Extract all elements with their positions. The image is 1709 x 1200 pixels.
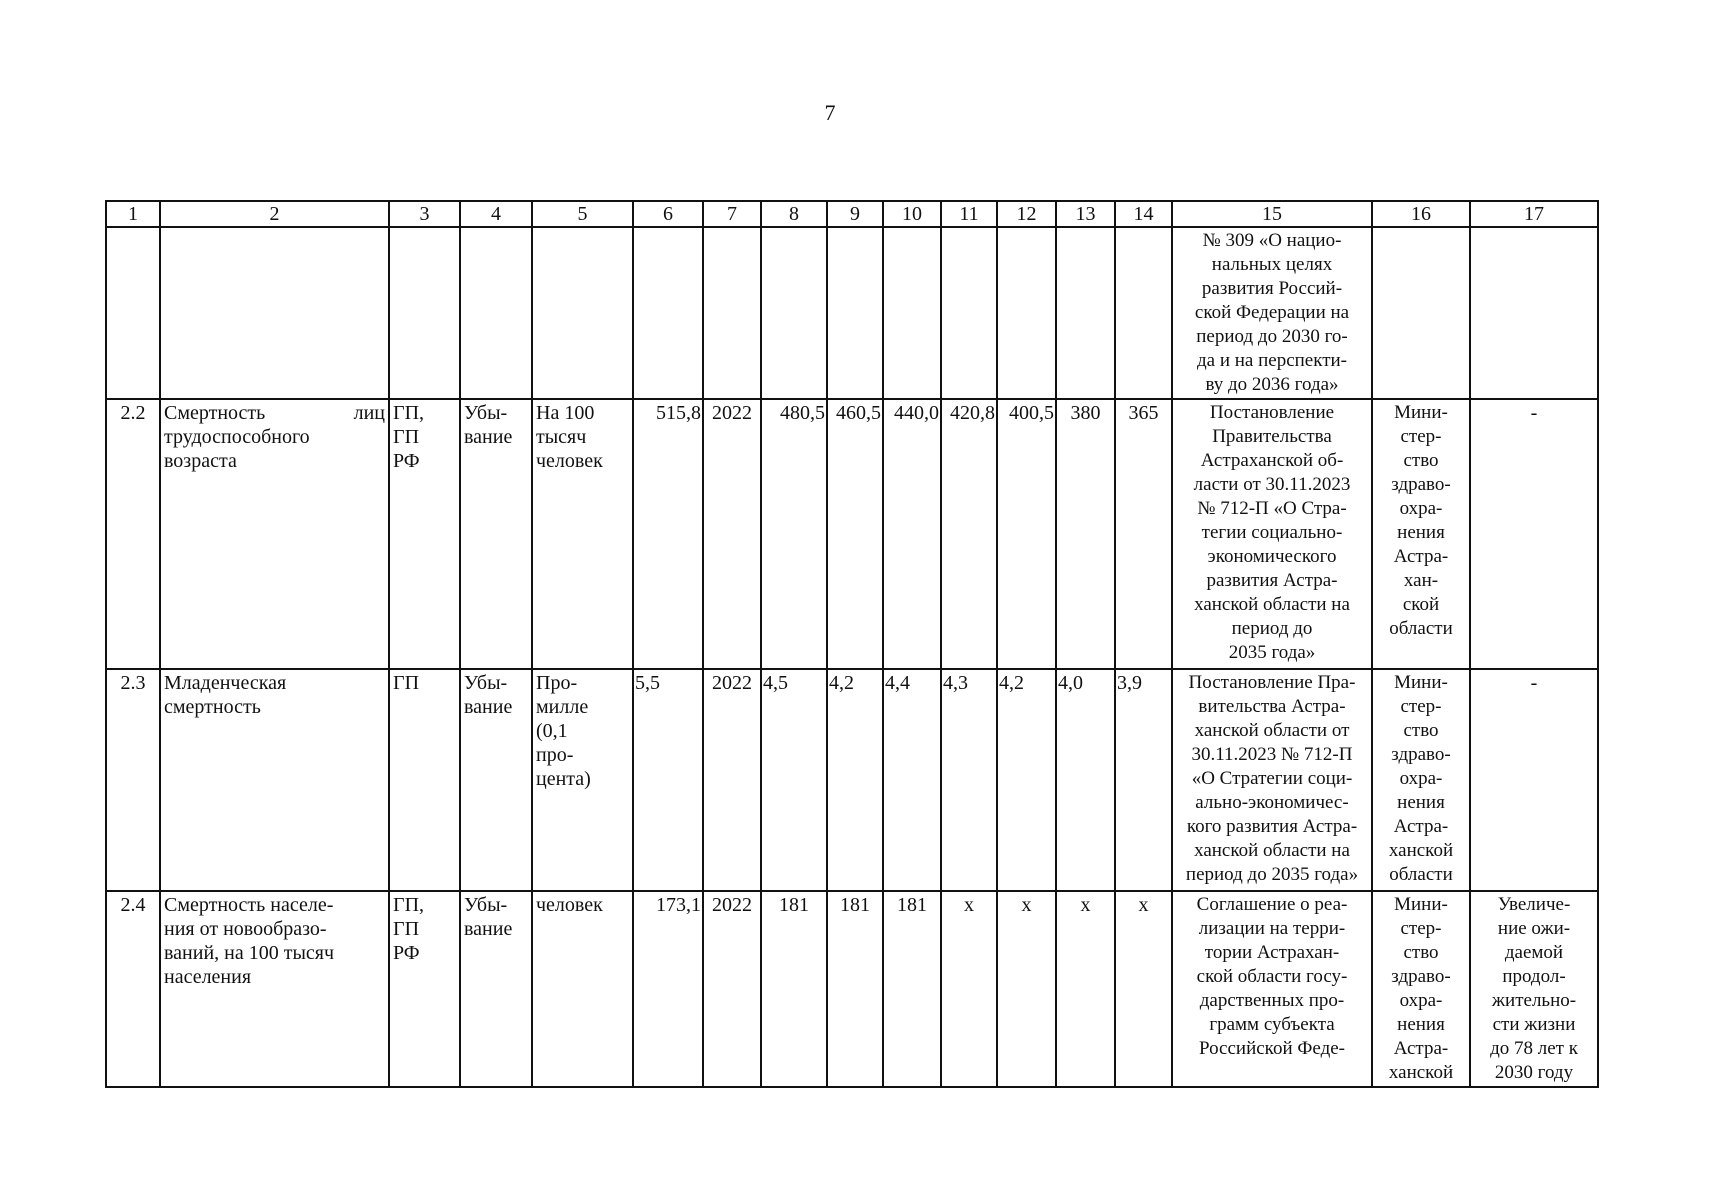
cell-trend: Убы- вание	[460, 669, 532, 891]
cell-document: Постановление Правительства Астраханской об- ласти от 30.11.2023 № 712-П «О Стра- тегии социально- экономического развития Астра- ханской области на период до 2035 года»	[1172, 399, 1372, 669]
cell-number: 2.4	[106, 891, 160, 1087]
cell-value: х	[1056, 891, 1115, 1087]
cell-value	[997, 227, 1056, 399]
column-header: 3	[389, 201, 460, 227]
cell-number: 2.2	[106, 399, 160, 669]
cell-document: № 309 «О нацио- нальных целях развития Россий- ской Федерации на период до 2030 го- да и на перспекти- ву до 2036 года»	[1172, 227, 1372, 399]
cell-note: -	[1470, 669, 1598, 891]
column-header: 1	[106, 201, 160, 227]
cell-value: 480,5	[761, 399, 827, 669]
cell-note: -	[1470, 399, 1598, 669]
column-header: 5	[532, 201, 633, 227]
cell-value	[1056, 227, 1115, 399]
cell-indicator: Смертность лиц трудоспособного возраста	[160, 399, 389, 669]
cell-document: Соглашение о реа- лизации на терри- тории Астрахан- ской области госу- дарственных про- грамм субъекта Российской Феде-	[1172, 891, 1372, 1087]
cell-value: 4,5	[761, 669, 827, 891]
table-row	[106, 399, 1598, 669]
column-header: 11	[941, 201, 997, 227]
cell-trend: Убы- вание	[460, 891, 532, 1087]
cell-program	[389, 227, 460, 399]
table-row	[106, 669, 1598, 891]
column-header: 4	[460, 201, 532, 227]
cell-unit: На 100 тысяч человек	[532, 399, 633, 669]
cell-number: 2.3	[106, 669, 160, 891]
cell-base-year: 2022	[703, 891, 761, 1087]
cell-value: 181	[883, 891, 941, 1087]
cell-value: 181	[827, 891, 883, 1087]
cell-value: 4,4	[883, 669, 941, 891]
cell-value	[761, 227, 827, 399]
column-header: 7	[703, 201, 761, 227]
cell-value: 4,2	[827, 669, 883, 891]
column-header: 17	[1470, 201, 1598, 227]
column-header: 9	[827, 201, 883, 227]
cell-value	[827, 227, 883, 399]
column-header: 2	[160, 201, 389, 227]
cell-unit: Про- милле (0,1 про- цента)	[532, 669, 633, 891]
column-number-row	[106, 201, 1598, 227]
cell-note: Увеличе- ние ожи- даемой продол- жительно- сти жизни до 78 лет к 2030 году	[1470, 891, 1598, 1087]
table-row	[106, 227, 1598, 399]
cell-document: Постановление Пра- вительства Астра- ханской области от 30.11.2023 № 712-П «О Стратегии соци- ально-экономичес- кого развития Астра- ханской области на период до 2035 года»	[1172, 669, 1372, 891]
cell-indicator: Смертность населе- ния от новообразо- ваний, на 100 тысяч населения	[160, 891, 389, 1087]
cell-base-year: 2022	[703, 399, 761, 669]
cell-trend: Убы- вание	[460, 399, 532, 669]
cell-trend	[460, 227, 532, 399]
cell-responsible	[1372, 227, 1470, 399]
cell-unit: человек	[532, 891, 633, 1087]
cell-value: 400,5	[997, 399, 1056, 669]
table-row	[106, 891, 1598, 1087]
column-header: 14	[1115, 201, 1172, 227]
cell-value	[1115, 227, 1172, 399]
cell-number	[106, 227, 160, 399]
cell-value: 181	[761, 891, 827, 1087]
cell-value: 4,3	[941, 669, 997, 891]
cell-responsible: Мини- стер- ство здраво- охра- нения Астра- ханской	[1372, 891, 1470, 1087]
cell-indicator	[160, 227, 389, 399]
cell-value: 460,5	[827, 399, 883, 669]
page-number: 7	[824, 100, 836, 125]
cell-value: 4,2	[997, 669, 1056, 891]
cell-responsible: Мини- стер- ство здраво- охра- нения Астра- хан- ской области	[1372, 399, 1470, 669]
cell-value: х	[997, 891, 1056, 1087]
cell-value	[941, 227, 997, 399]
column-header: 6	[633, 201, 703, 227]
cell-program: ГП	[389, 669, 460, 891]
cell-value: 365	[1115, 399, 1172, 669]
cell-note	[1470, 227, 1598, 399]
cell-unit	[532, 227, 633, 399]
column-header: 12	[997, 201, 1056, 227]
cell-base-year: 2022	[703, 669, 761, 891]
indicators-table	[105, 200, 1599, 1088]
cell-responsible: Мини- стер- ство здраво- охра- нения Астра- ханской области	[1372, 669, 1470, 891]
cell-value: х	[1115, 891, 1172, 1087]
cell-program: ГП, ГП РФ	[389, 399, 460, 669]
cell-value: 4,0	[1056, 669, 1115, 891]
cell-base-year	[703, 227, 761, 399]
cell-base-value	[633, 227, 703, 399]
column-header: 15	[1172, 201, 1372, 227]
column-header: 13	[1056, 201, 1115, 227]
cell-value	[883, 227, 941, 399]
cell-indicator: Младенческая смертность	[160, 669, 389, 891]
column-header: 16	[1372, 201, 1470, 227]
cell-program: ГП, ГП РФ	[389, 891, 460, 1087]
cell-value: 380	[1056, 399, 1115, 669]
cell-base-value: 173,1	[633, 891, 703, 1087]
cell-value: 3,9	[1115, 669, 1172, 891]
cell-value: х	[941, 891, 997, 1087]
column-header: 8	[761, 201, 827, 227]
cell-base-value: 515,8	[633, 399, 703, 669]
cell-value: 440,0	[883, 399, 941, 669]
column-header: 10	[883, 201, 941, 227]
cell-base-value: 5,5	[633, 669, 703, 891]
cell-value: 420,8	[941, 399, 997, 669]
